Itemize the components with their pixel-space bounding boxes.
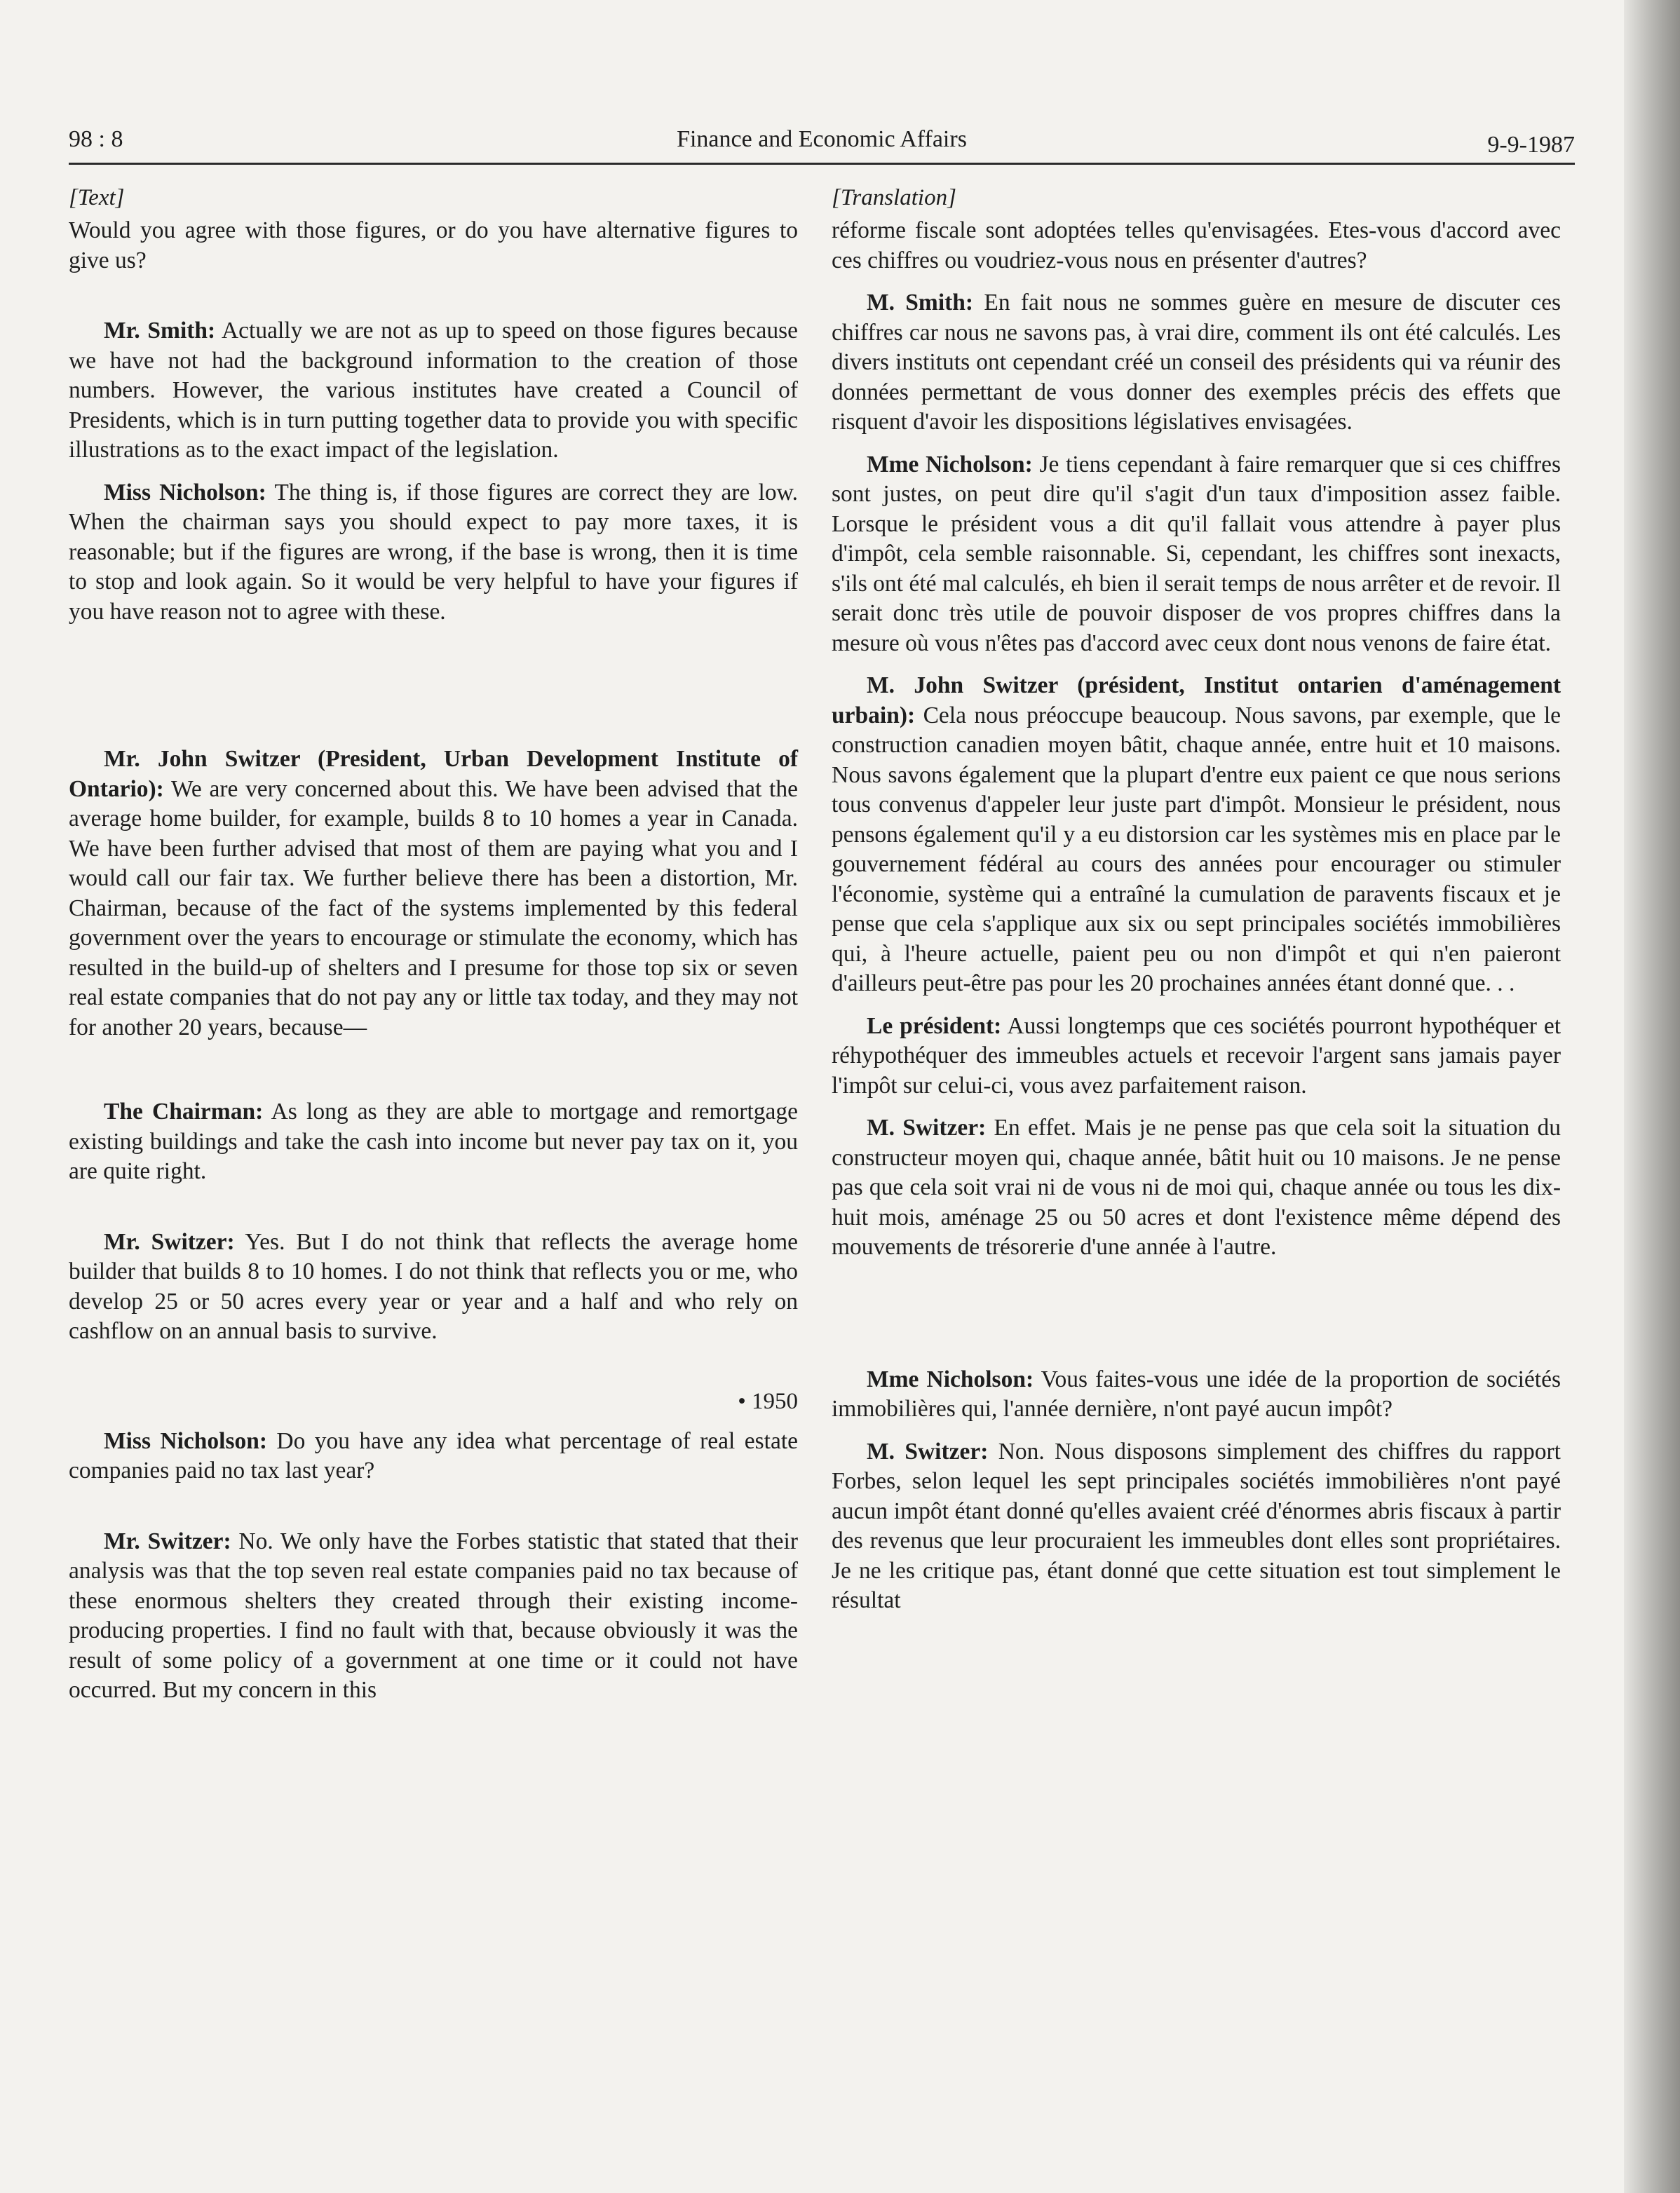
text-label: [Text] — [69, 185, 125, 210]
english-column — [69, 184, 798, 1718]
page-number: 98 : 8 — [69, 126, 123, 152]
paragraph-text: Yes. But I do not think that reflects the average home builder that builds 8 to 10 homes. I do not think that reflects you or me, who develop 25 or 50 acres every year or year and a half and who rely on cashflow on an annual basis to survive. — [69, 1228, 799, 1344]
paragraph-text: Cela nous préoccupe beaucoup. Nous savons, par exemple, que le construction canadien moyen bâtit, chaque année, entre huit et 10 maisons. Nous savons également que la plupart d'entre eux paient ce que nous serions tous convenus d'appeler leur juste part d'impôt. Monsieur le président, nous pensons également qu'il y a eu distorsion car les systèmes mis en place par le gouvernement fédéral au cours des années pour encourager ou stimuler l'économie, système qui a entraîné la cumulation de paravents fiscaux et je pense que cela s'applique aux six ou sept principales sociétés immobilières qui, à l'heure actuelle, paient peu ou non d'impôt et qui n'en paieront d'ailleurs peut-être pas pour les 20 prochaines années étant donné que. . . — [832, 702, 1561, 996]
paragraph-text: No. We only have the Forbes statistic that stated that their analysis was that the top seven real estate companies paid no tax because of these enormous shelters they created through their existing income-producing properties. I find no fault with that, because obviously it was the result of some policy of a government at one time or it could not have occurred. But my concern in this — [69, 1528, 798, 1703]
speaker-name: M. John Switzer (président, Institut ontarien d'aménagement urbain): — [832, 672, 1561, 728]
paragraph — [832, 1437, 1561, 1616]
speaker-name: M. Switzer: — [867, 1438, 989, 1465]
page-edge-shadow — [1624, 0, 1680, 2193]
speaker-name: Mr. Smith: — [104, 318, 216, 344]
paragraph-text: Aussi longtemps que ces sociétés pourront hypothéquer et réhypothéquer des immeubles actuels et recevoir l'argent sans jamais payer l'impôt sur celui-ci, vous avez parfaitement raison. — [832, 1012, 1562, 1099]
paragraph — [832, 216, 1561, 276]
paragraph — [832, 1012, 1561, 1101]
speaker-name: Le président: — [867, 1012, 1002, 1039]
paragraph-text: Do you have any idea what percentage of real estate companies paid no tax last year? — [69, 1427, 798, 1484]
paragraph — [832, 288, 1561, 437]
speaker-name: Mme Nicholson: — [867, 1366, 1034, 1392]
speaker-name: Mr. Switzer: — [104, 1228, 235, 1255]
header-rule — [69, 163, 1575, 165]
speaker-name: The Chairman: — [104, 1099, 264, 1125]
paragraph — [69, 478, 798, 627]
translation-label: [Translation] — [832, 185, 956, 210]
paragraph-text: The thing is, if those figures are correct they are low. When the chairman says you should expect to pay more taxes, it is reasonable; but if the figures are wrong, if the base is wrong, then it is time to stop and look again. So it would be very helpful to have your figures if you have reason not to agree with these. — [69, 479, 798, 625]
paragraph — [69, 1427, 798, 1486]
paragraph — [832, 1113, 1561, 1263]
paragraph — [832, 1365, 1561, 1425]
committee-title: Finance and Economic Affairs — [677, 126, 967, 152]
meeting-date: 9-9-1987 — [1487, 132, 1575, 158]
speaker-name: Mr. John Switzer (President, Urban Development Institute of Ontario): — [69, 746, 798, 802]
paragraph — [832, 450, 1561, 659]
paragraph-text: Vous faites-vous une idée de la proportion de sociétés immobilières qui, l'année dernière, n'ont payé aucun impôt? — [832, 1366, 1561, 1422]
running-header — [69, 121, 1575, 163]
paragraph — [832, 671, 1561, 999]
paragraph-text: Would you agree with those figures, or do you have alternative figures to give us? — [69, 217, 798, 273]
speaker-name: Mr. Switzer: — [104, 1528, 231, 1554]
paragraph-text: Non. Nous disposons simplement des chiffres du rapport Forbes, selon lequel les sept principales sociétés immobilières n'ont payé aucun impôt étant donné qu'elles avaient créé d'énormes abris fiscaux à partir des revenus que leur procuraient les immeubles dont elles sont propriétaires. Je ne les critique pas, étant donné que cette situation est tout simplement le résultat — [832, 1438, 1561, 1613]
paragraph — [69, 1527, 798, 1706]
paragraph — [69, 1097, 798, 1187]
paragraph-text: En fait nous ne sommes guère en mesure de discuter ces chiffres car nous ne savons pas, à vrai dire, comment ils ont été calculés. Les divers instituts ont cependant créé un conseil des présidents qui va réunir des données permettant de vous donner des exemples précis des effets que risquent d'avoir les dispositions législatives envisagées. — [832, 290, 1562, 435]
time-marker: • 1950 — [738, 1388, 798, 1414]
paragraph-text: réforme fiscale sont adoptées telles qu'envisagées. Etes-vous d'accord avec ces chiffres ou voudriez-vous nous en présenter d'autres? — [832, 217, 1561, 273]
paragraph-text: En effet. Mais je ne pense pas que cela soit la situation du constructeur moyen qui, chaque année, bâtit huit ou 10 maisons. Je ne pense pas que cela soit vrai ni de vous ni de moi qui, chaque année ou tous les dix-huit mois, aménage 25 ou 50 acres et dont l'existence même dépend des mouvements de trésorerie d'une année à l'autre. — [832, 1115, 1562, 1260]
speaker-name: M. Switzer: — [867, 1115, 987, 1141]
speaker-name: Miss Nicholson: — [104, 1427, 268, 1454]
paragraph-text: Actually we are not as up to speed on those figures because we have not had the background information to the creation of those numbers. However, the various institutes have created a Council of Presidents, which is in turn putting together data to provide you with specific illustrations as to the exact impact of the legislation. — [69, 318, 798, 463]
speaker-name: M. Smith: — [867, 290, 974, 315]
paragraph — [69, 1228, 798, 1347]
speaker-name: Mme Nicholson: — [867, 451, 1033, 477]
paragraph — [69, 316, 798, 466]
speaker-name: Miss Nicholson: — [104, 479, 266, 505]
paragraph-text: Je tiens cependant à faire remarquer que si ces chiffres sont justes, on peut dire qu'il s'agit d'un taux d'imposition assez faible. Lorsque le président vous a dit qu'il fallait vous attendre à payer plus d'impôt, cela semble raisonnable. Si, cependant, les chiffres sont inexacts, s'ils ont été mal calculés, eh bien il serait temps de nous arrêter et de revoir. Il serait donc très utile de pouvoir disposer de vos propres chiffres dans la mesure où vous n'êtes pas d'accord avec ceux dont nous venons de faire état. — [832, 451, 1562, 656]
paragraph-text: We are very concerned about this. We have been advised that the average home builder, for example, builds 8 to 10 homes a year in Canada. We have been further advised that most of them are paying what you and I would call our fair tax. We further believe there has been a distortion, Mr. Chairman, because of the fact of the systems implemented by this federal government over the years to encourage or stimulate the economy, which has resulted in the build-up of shelters and I presume for those top six or seven real estate companies that do not pay any or little tax today, and they may not for another 20 years, because— — [69, 775, 798, 1040]
french-column — [832, 184, 1561, 1629]
paragraph-text: As long as they are able to mortgage and remortgage existing buildings and take the cash into income but never pay tax on it, you are quite right. — [69, 1099, 798, 1184]
paragraph — [69, 745, 798, 1043]
paragraph — [69, 216, 798, 276]
